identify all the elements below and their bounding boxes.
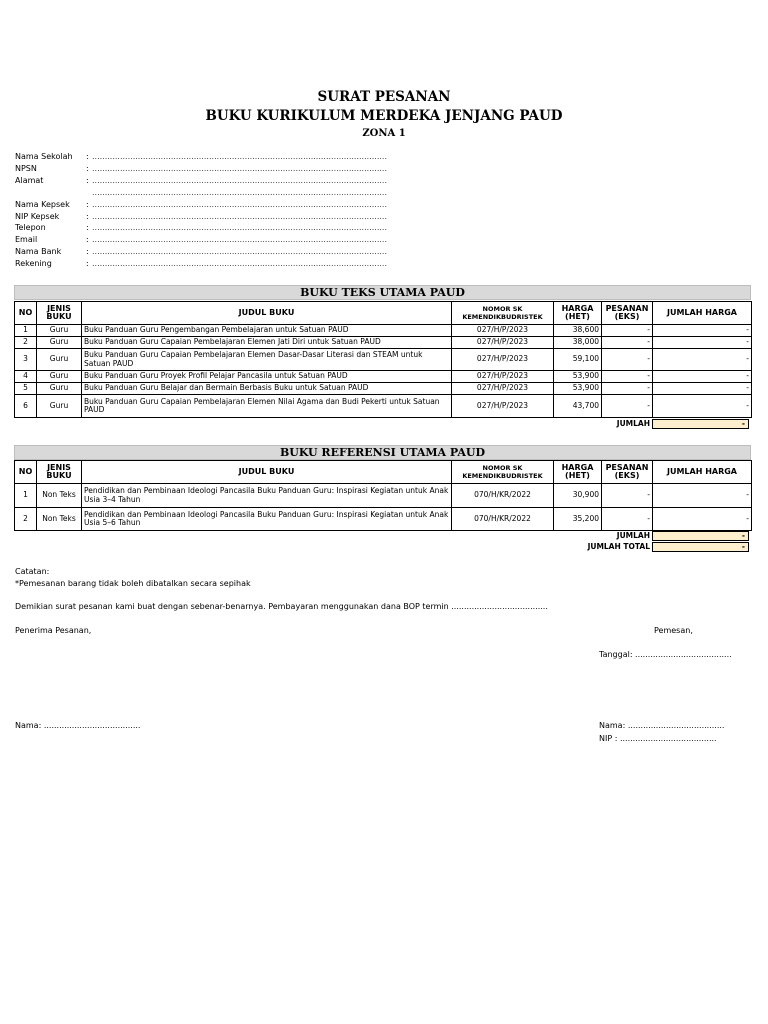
- cell-jenis: Non Teks: [37, 508, 82, 531]
- col-header-pesanan: PESANAN (EKS): [602, 461, 653, 484]
- cell-pesanan[interactable]: -: [602, 325, 653, 337]
- table-row: [15, 484, 752, 508]
- col-header-jenis: JENIS BUKU: [37, 302, 82, 325]
- form-field-row: [0, 176, 420, 187]
- cell-nomor: 027/H/P/2023: [452, 383, 554, 395]
- cell-jenis: Non Teks: [37, 484, 82, 508]
- form-field-row: [0, 200, 420, 211]
- section-title-buku-teks: BUKU TEKS UTAMA PAUD: [14, 285, 751, 300]
- school-info-form: [0, 152, 420, 277]
- grand-total-label: JUMLAH TOTAL: [587, 542, 650, 551]
- col-header-jumlah: JUMLAH HARGA: [653, 461, 752, 484]
- form-field-label: NPSN: [15, 163, 37, 173]
- grand-total-value: -: [652, 542, 749, 552]
- col-header-harga: HARGA (HET): [554, 461, 602, 484]
- col-header-nomor: NOMOR SK KEMENDIKBUDRISTEK: [452, 461, 554, 484]
- orderer-label: Pemesan,: [654, 626, 693, 635]
- form-field-blank[interactable]: ....................................................................................................................: [92, 199, 387, 209]
- cell-harga: 53,900: [554, 371, 602, 383]
- col-header-no: NO: [15, 302, 37, 325]
- form-field-blank[interactable]: ....................................................................................................................: [92, 152, 387, 161]
- form-field-row: [0, 247, 420, 258]
- cell-harga: 53,900: [554, 383, 602, 395]
- col-header-jenis: JENIS BUKU: [37, 461, 82, 484]
- cell-nomor: 027/H/P/2023: [452, 337, 554, 349]
- cell-no: 4: [15, 371, 37, 383]
- form-field-row: [0, 164, 420, 175]
- cell-pesanan[interactable]: -: [602, 349, 653, 371]
- form-field-label: Email: [15, 235, 38, 245]
- col-header-jumlah: JUMLAH HARGA: [653, 302, 752, 325]
- table-row: [15, 371, 752, 383]
- cell-pesanan[interactable]: -: [602, 337, 653, 349]
- buku-referensi-table: [14, 460, 752, 531]
- cell-no: 6: [15, 395, 37, 418]
- cell-harga: 30,900: [554, 484, 602, 508]
- form-field-label: Telepon: [15, 223, 46, 233]
- table-row: [15, 325, 752, 337]
- form-field-colon: :: [86, 175, 89, 185]
- form-field-row: [0, 212, 420, 223]
- cell-judul: Pendidikan dan Pembinaan Ideologi Pancasila Buku Panduan Guru: Inspirasi Kegiatan untuk Anak Usia 5–6 Tahun: [82, 508, 452, 531]
- cell-no: 1: [15, 325, 37, 337]
- section2-total-value: -: [652, 531, 749, 541]
- form-field-blank[interactable]: ....................................................................................................................: [92, 223, 387, 233]
- form-field-colon: :: [86, 223, 89, 233]
- cell-jenis: Guru: [37, 325, 82, 337]
- table-row: [15, 383, 752, 395]
- cell-jumlah: -: [653, 395, 752, 418]
- form-field-label: Alamat: [15, 175, 44, 185]
- cell-nomor: 027/H/P/2023: [452, 325, 554, 337]
- col-header-nomor: NOMOR SK KEMENDIKBUDRISTEK: [452, 302, 554, 325]
- cell-jenis: Guru: [37, 337, 82, 349]
- col-header-no: NO: [15, 461, 37, 484]
- cell-jenis: Guru: [37, 349, 82, 371]
- form-field-label: Nama Kepsek: [15, 199, 70, 209]
- form-field-colon: :: [86, 247, 89, 257]
- col-header-judul: JUDUL BUKU: [82, 302, 452, 325]
- form-field-label: NIP Kepsek: [15, 211, 60, 221]
- form-field-blank[interactable]: ....................................................................................................................: [92, 163, 387, 173]
- document-title: SURAT PESANAN: [317, 89, 451, 105]
- note-cancellation: *Pemesanan barang tidak boleh dibatalkan secara sepihak: [15, 579, 251, 588]
- cell-no: 5: [15, 383, 37, 395]
- cell-harga: 35,200: [554, 508, 602, 531]
- cell-judul: Buku Panduan Guru Pengembangan Pembelajaran untuk Satuan PAUD: [82, 325, 452, 337]
- cell-nomor: 070/H/KR/2022: [452, 508, 554, 531]
- document-subtitle: BUKU KURIKULUM MERDEKA JENJANG PAUD: [205, 108, 563, 124]
- cell-jumlah: -: [653, 383, 752, 395]
- cell-harga: 38,600: [554, 325, 602, 337]
- cell-jumlah: -: [653, 484, 752, 508]
- col-header-harga: HARGA (HET): [554, 302, 602, 325]
- cell-judul: Buku Panduan Guru Proyek Profil Pelajar Pancasila untuk Satuan PAUD: [82, 371, 452, 383]
- form-field-row: [0, 223, 420, 234]
- receiver-name-field: Nama: ......................................: [15, 721, 141, 730]
- zone-label: ZONA 1: [362, 128, 406, 139]
- cell-no: 2: [15, 508, 37, 531]
- cell-judul: Buku Panduan Guru Capaian Pembelajaran Elemen Nilai Agama dan Budi Pekerti untuk Satuan PAUD: [82, 395, 452, 418]
- form-field-label: Nama Bank: [15, 247, 62, 257]
- cell-pesanan[interactable]: -: [602, 383, 653, 395]
- cell-jumlah: -: [653, 371, 752, 383]
- cell-judul: Buku Panduan Guru Capaian Pembelajaran Elemen Jati Diri untuk Satuan PAUD: [82, 337, 452, 349]
- orderer-nip-field: NIP : ......................................: [599, 734, 717, 743]
- form-field-label: Rekening: [15, 259, 52, 269]
- cell-pesanan[interactable]: -: [602, 395, 653, 418]
- form-field-label: Nama Sekolah: [15, 152, 73, 161]
- cell-nomor: 027/H/P/2023: [452, 349, 554, 371]
- section1-total-value: -: [652, 419, 749, 429]
- col-header-pesanan: PESANAN (EKS): [602, 302, 653, 325]
- form-field-blank[interactable]: ....................................................................................................................: [92, 235, 387, 245]
- form-field-colon: :: [86, 163, 89, 173]
- notes-heading: Catatan:: [15, 567, 50, 576]
- cell-jumlah: -: [653, 325, 752, 337]
- date-field: Tanggal: ......................................: [599, 650, 732, 659]
- cell-judul: Buku Panduan Guru Capaian Pembelajaran Elemen Dasar-Dasar Literasi dan STEAM untuk Satuan PAUD: [82, 349, 452, 371]
- cell-harga: 59,100: [554, 349, 602, 371]
- section-title-buku-referensi: BUKU REFERENSI UTAMA PAUD: [14, 445, 751, 460]
- form-field-colon: :: [86, 259, 89, 269]
- cell-nomor: 070/H/KR/2022: [452, 484, 554, 508]
- form-field-row: [0, 152, 420, 163]
- cell-harga: 38,000: [554, 337, 602, 349]
- cell-pesanan[interactable]: -: [602, 371, 653, 383]
- buku-teks-table: [14, 301, 752, 418]
- cell-jenis: Guru: [37, 383, 82, 395]
- table-row: [15, 395, 752, 418]
- cell-no: 2: [15, 337, 37, 349]
- orderer-name-field: Nama: ......................................: [599, 721, 725, 730]
- col-header-judul: JUDUL BUKU: [82, 461, 452, 484]
- cell-nomor: 027/H/P/2023: [452, 371, 554, 383]
- cell-judul: Buku Panduan Guru Belajar dan Bermain Berbasis Buku untuk Satuan PAUD: [82, 383, 452, 395]
- cell-pesanan[interactable]: -: [602, 484, 653, 508]
- statement-text: Demikian surat pesanan kami buat dengan sebenar-benarnya. Pembayaran menggunakan dana BOP termin ......................................: [15, 602, 548, 611]
- cell-harga: 43,700: [554, 395, 602, 418]
- table-row: [15, 349, 752, 371]
- table-row: [15, 508, 752, 531]
- cell-jenis: Guru: [37, 395, 82, 418]
- receiver-label: Penerima Pesanan,: [15, 626, 92, 635]
- form-field-row: [0, 259, 420, 270]
- form-field-colon: :: [86, 199, 89, 209]
- form-field-colon: :: [86, 235, 89, 245]
- form-field-blank[interactable]: ....................................................................................................................: [92, 247, 387, 257]
- form-field-colon: :: [86, 211, 89, 221]
- cell-jumlah: -: [653, 508, 752, 531]
- form-field-row: [0, 235, 420, 246]
- cell-jumlah: -: [653, 337, 752, 349]
- form-field-colon: :: [86, 152, 89, 161]
- section2-total-label: JUMLAH: [616, 531, 650, 540]
- form-field-blank[interactable]: ....................................................................................................................: [92, 259, 387, 269]
- table-row: [15, 337, 752, 349]
- cell-jenis: Guru: [37, 371, 82, 383]
- section1-total-label: JUMLAH: [616, 419, 650, 428]
- form-field-blank[interactable]: ....................................................................................................................: [92, 187, 387, 197]
- cell-no: 3: [15, 349, 37, 371]
- form-field-blank[interactable]: ....................................................................................................................: [92, 211, 387, 221]
- cell-jumlah: -: [653, 349, 752, 371]
- cell-nomor: 027/H/P/2023: [452, 395, 554, 418]
- form-field-row: [0, 188, 420, 199]
- form-field-blank[interactable]: ....................................................................................................................: [92, 175, 387, 185]
- cell-pesanan[interactable]: -: [602, 508, 653, 531]
- cell-judul: Pendidikan dan Pembinaan Ideologi Pancasila Buku Panduan Guru: Inspirasi Kegiatan untuk Anak Usia 3–4 Tahun: [82, 484, 452, 508]
- cell-no: 1: [15, 484, 37, 508]
